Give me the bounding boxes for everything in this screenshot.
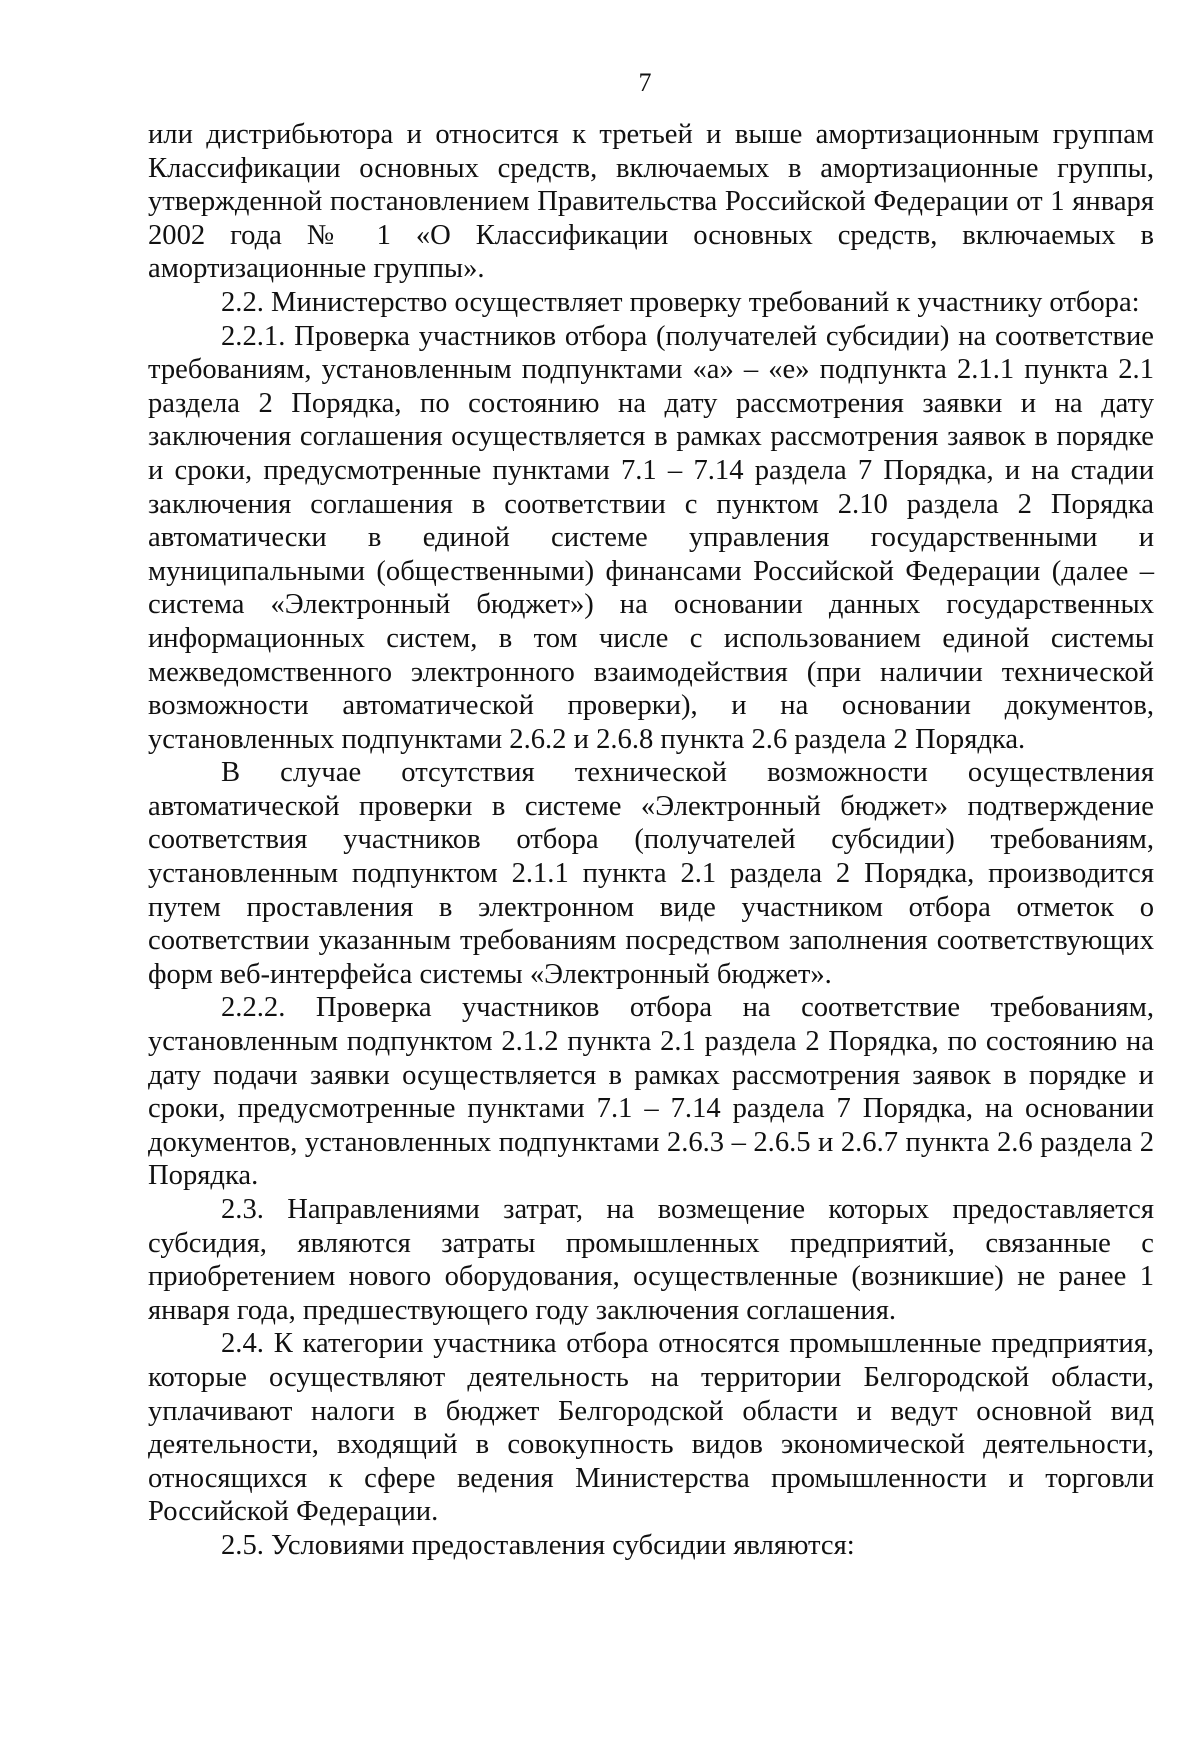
paragraph-2-4: 2.4. К категории участника отбора относятся промышленные предприятия, которые осуществляют деятельность на территории Белгородской области, уплачивают налоги в бюджет Белгородской области и ведут основной вид деятельности, входящий в совокупность видов экономической деятельности, относящихся к сфере ведения Министерства промышленности и торговли Российской Федерации. (148, 1328, 1154, 1528)
paragraph-2-2-2: 2.2.2. Проверка участников отбора на соответствие требованиям, установленным подпунктом 2.1.2 пункта 2.1 раздела 2 Порядка, по состоянию на дату подачи заявки осуществляется в рамках рассмотрения заявок в порядке и сроки, предусмотренные пунктами 7.1 – 7.14 раздела 7 Порядка, на основании документов, установленных подпунктами 2.6.3 – 2.6.5 и 2.6.7 пункта 2.6 раздела 2 Порядка. (148, 992, 1154, 1192)
page-number: 7 (638, 68, 652, 97)
paragraph-continuation: или дистрибьютора и относится к третьей и выше амортизационным группам Классификации основных средств, включаемых в амортизационные группы, утвержденной постановлением Правительства Российской Федерации от 1 января 2002 года № 1 «О Классификации основных средств, включаемых в амортизационные группы». (148, 119, 1154, 285)
document-body (148, 118, 1154, 1563)
paragraph-2-2: 2.2. Министерство осуществляет проверку требований к участнику отбора: (221, 286, 1140, 318)
paragraph-2-3: 2.3. Направлениями затрат, на возмещение которых предоставляется субсидия, являются затраты промышленных предприятий, связанные с приобретением нового оборудования, осуществленные (возникшие) не ранее 1 января года, предшествующего году заключения соглашения. (148, 1194, 1154, 1326)
paragraph-2-5: 2.5. Условиями предоставления субсидии являются: (221, 1529, 855, 1561)
paragraph-no-automatic-check: В случае отсутствия технической возможности осуществления автоматической проверки в системе «Электронный бюджет» подтверждение соответствия участников отбора (получателей субсидии) требованиям, установленным подпунктом 2.1.1 пункта 2.1 раздела 2 Порядка, производится путем проставления в электронном виде участником отбора отметок о соответствии указанным требованиям посредством заполнения соответствующих форм веб-интерфейса системы «Электронный бюджет». (148, 757, 1154, 990)
paragraph-2-2-1: 2.2.1. Проверка участников отбора (получателей субсидии) на соответствие требованиям, установленным подпунктами «а» – «е» подпункта 2.1.1 пункта 2.1 раздела 2 Порядка, по состоянию на дату рассмотрения заявки и на дату заключения соглашения осуществляется в рамках рассмотрения заявок в порядке и сроки, предусмотренные пунктами 7.1 – 7.14 раздела 7 Порядка, и на стадии заключения соглашения в соответствии с пунктом 2.10 раздела 2 Порядка автоматически в единой системе управления государственными и муниципальными (общественными) финансами Российской Федерации (далее – система «Электронный бюджет») на основании данных государственных информационных систем, в том числе с использованием единой системы межведомственного электронного взаимодействия (при наличии технической возможности автоматической проверки), и на основании документов, установленных подпунктами 2.6.2 и 2.6.8 пункта 2.6 раздела 2 Порядка. (148, 320, 1154, 755)
